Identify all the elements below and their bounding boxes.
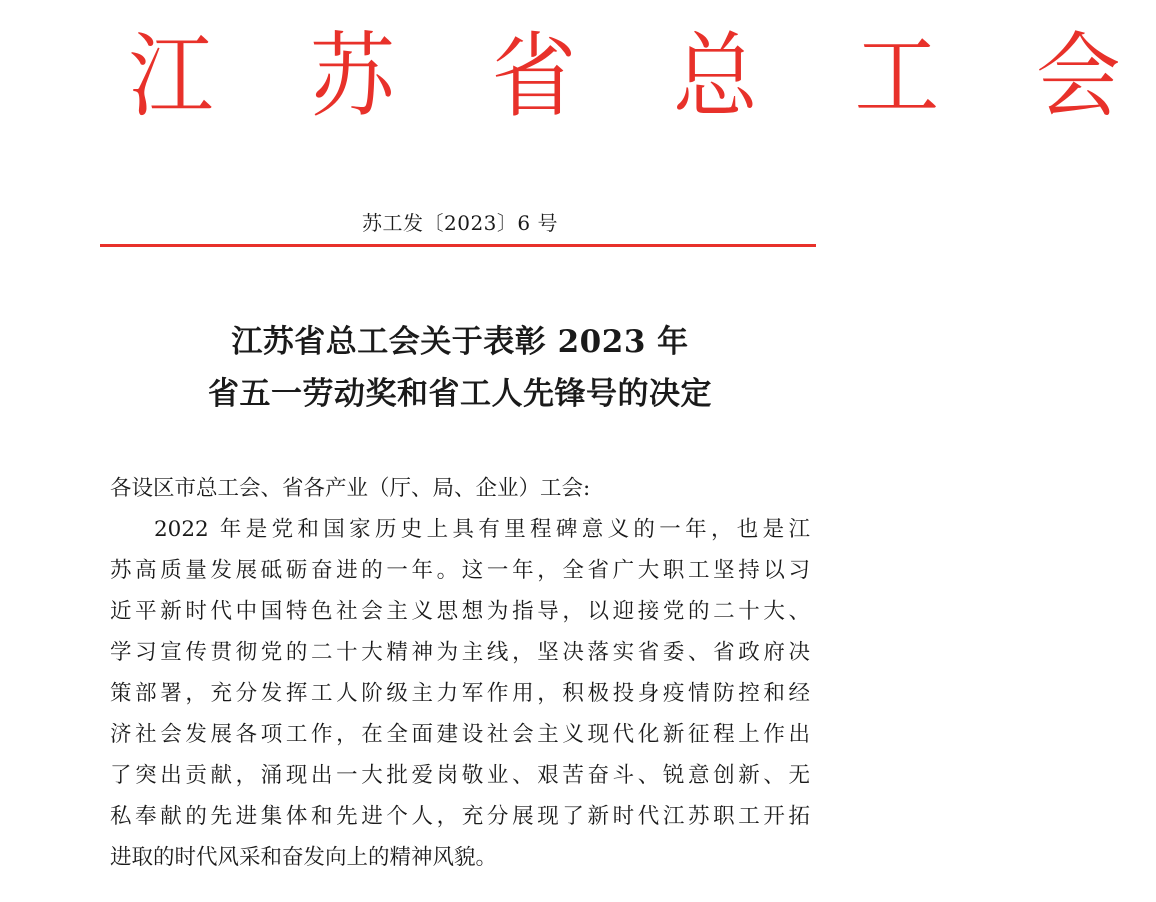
- paragraph-line: 苏高质量发展砥砺奋进的一年。这一年，全省广大职工坚持以习: [110, 558, 810, 583]
- paragraph-line: 济社会发展各项工作，在全面建设社会主义现代化新征程上作出: [110, 722, 810, 747]
- paragraph-line: 近平新时代中国特色社会主义思想为指导，以迎接党的二十大、: [110, 599, 810, 624]
- paragraph-line: 进取的时代风采和奋发向上的精神风貌。: [110, 845, 498, 870]
- paragraph-line: 学习宣传贯彻党的二十大精神为主线，坚决落实省委、省政府决: [110, 640, 810, 665]
- paragraph-line: 策部署，充分发挥工人阶级主力军作用，积极投身疫情防控和经: [110, 681, 810, 706]
- document-number: 苏工发〔2023〕6 号: [362, 211, 558, 235]
- document-title-line-2: 省五一劳动奖和省工人先锋号的决定: [208, 376, 712, 412]
- paragraph-line: 了突出贡献，涌现出一大批爱岗敬业、艰苦奋斗、锐意创新、无: [110, 763, 810, 788]
- paragraph-line: 2022 年是党和国家历史上具有里程碑意义的一年，也是江: [154, 517, 810, 542]
- masthead-organization: 江 苏 省 总 工 会: [128, 23, 1156, 130]
- addressee-line: 各设区市总工会、省各产业（厅、局、企业）工会:: [110, 476, 591, 501]
- document-title-line-1: 江苏省总工会关于表彰 2023 年: [231, 324, 689, 360]
- paragraph-line: 私奉献的先进集体和先进个人，充分展现了新时代江苏职工开拓: [110, 804, 810, 829]
- red-divider-line: [100, 244, 816, 247]
- document-body: [110, 468, 810, 878]
